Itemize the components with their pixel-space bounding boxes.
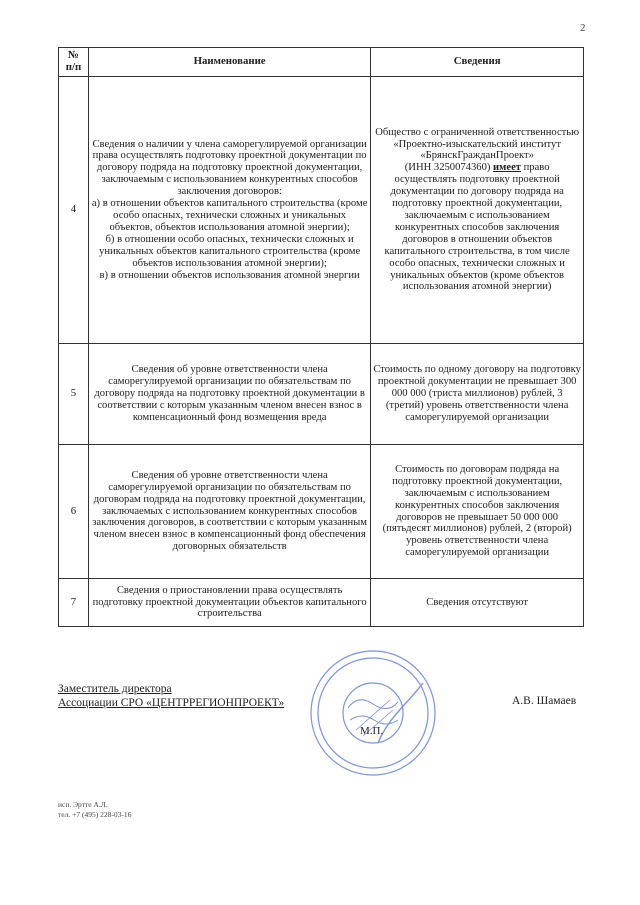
row-name: Сведения об уровне ответственности члена саморегулируемой организации по обязательствам по договору подряда на подготовку проектной документации в соответствии с которым указанным членом внесен взнос в компенсационный фонд возмещения вреда [88,344,370,445]
row-info-before: Общество с ограниченной ответственностью «Проектно-изыскательский институт «БрянскГражданПроект» (ИНН 3250074360) [375,126,580,174]
stamp-place-label: М.П. [360,725,384,737]
table-row [59,344,584,445]
header-info: Сведения [371,48,584,77]
signatory-position [58,682,284,710]
table-row [59,579,584,627]
row-info [371,77,584,344]
info-table [58,47,584,627]
row-info: Сведения отсутствуют [371,579,584,627]
footer-contact [58,800,131,820]
row-number: 6 [59,445,89,579]
row-info-after: право осуществлять подготовку проектной документации по договору подряда на подготовку проектной документации, заключаемым с использованием конкурентных способов заключения договоров в отношении объектов капитального строительства, в том числе особо опасных, технически сложных и уникальных объектов (кроме объектов использования атомной энергии) [384,162,570,293]
position-line-1: Заместитель директора [58,683,172,695]
row-name: Сведения об уровне ответственности члена саморегулируемой организации по обязательствам по договорам подряда на подготовку проектной документации, заключаемых с использованием конкурентных способов заключения договоров, в соответствии с которым указанным членом внесен взнос в компенсационный фонд обеспечения договорных обязательств [88,445,370,579]
table-header-row [59,48,584,77]
row-number: 5 [59,344,89,445]
row-info: Стоимость по одному договору на подготовку проектной документации не превышает 300 000 000 (триста миллионов) рублей, 3 (третий) уровень ответственности члена саморегулируемой организации [371,344,584,445]
row-name: Сведения о наличии у члена саморегулируемой организации права осуществлять подготовку проектной документации по договору подряда на подготовку проектной документации, заключаемым с использованием конкурентных способов заключения договоров: а) в отношении объектов капитального строительства (кроме особо опасных, технически сложных и уникальных объектов, объектов использования атомной энергии); б) в отношении особо опасных, технически сложных и уникальных объектов капитального строительства (кроме объектов использования атомной энергии); в) в отношении объектов использования атомной энергии [88,77,370,344]
organization-stamp [308,648,438,778]
row-info: Стоимость по договорам подряда на подготовку проектной документации, заключаемым с использованием конкурентных способов заключения договоров не превышает 50 000 000 (пятьдесят миллионов) рублей, 2 (второй) уровень ответственности члена саморегулируемой организации [371,445,584,579]
table-row [59,77,584,344]
header-name: Наименование [88,48,370,77]
row-number: 7 [59,579,89,627]
footer-phone: тел. +7 (495) 228-03-16 [58,810,132,819]
header-num: № п/п [59,48,89,77]
page-number: 2 [580,22,586,34]
signatory-name: А.В. Шамаев [512,695,577,707]
footer-executor: исп. Эртте А.Л. [58,800,108,809]
row-info-emphasis: имеет [493,162,521,174]
table-row [59,445,584,579]
row-number: 4 [59,77,89,344]
position-line-2: Ассоциации СРО «ЦЕНТРРЕГИОНПРОЕКТ» [58,697,285,709]
row-name: Сведения о приостановлении права осуществлять подготовку проектной документации объектов капитального строительства [88,579,370,627]
